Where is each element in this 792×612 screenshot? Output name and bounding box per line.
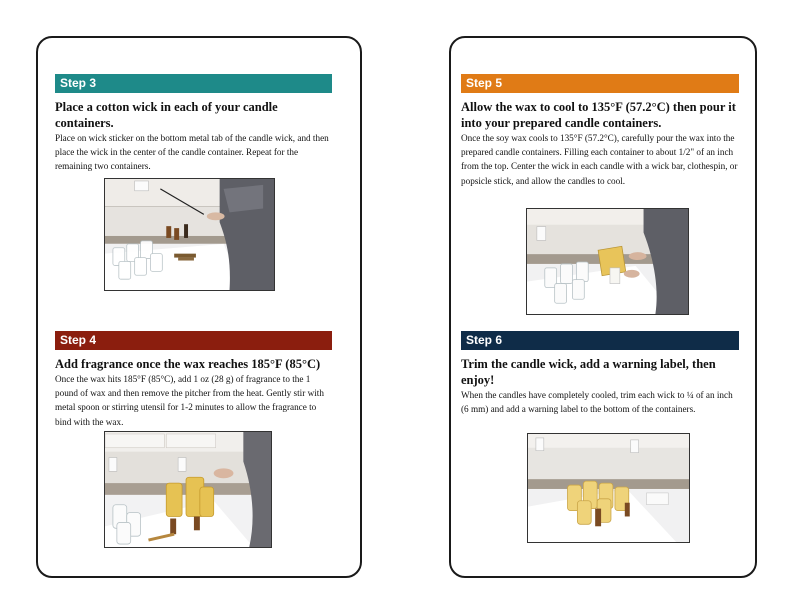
step-6 xyxy=(461,331,739,416)
step-5-photo xyxy=(526,208,689,315)
step-6-body: When the candles have completely cooled, trim each wick to ¼ of an inch (6 mm) and add a warning label to the bottom of the containers. xyxy=(461,390,733,415)
step-3 xyxy=(55,74,332,174)
step-4-header: Step 4 xyxy=(55,331,332,350)
step-4 xyxy=(55,331,332,429)
step-6-title: Trim the candle wick, add a warning label, then enjoy! xyxy=(461,357,716,387)
step-5-title: Allow the wax to cool to 135°F (57.2°C) then pour it into your prepared candle containers. xyxy=(461,100,736,130)
step-4-title: Add fragrance once the wax reaches 185°F (85°C) xyxy=(55,357,321,371)
step-4-body: Once the wax hits 185°F (85°C), add 1 oz (28 g) of fragrance to the 1 pound of wax and then remove the pitcher from the heat. Gently stir with metal spoon or stirring utensil for 1-2 minutes to allow the fragrance to bind with the wax. xyxy=(55,374,324,427)
step-6-header: Step 6 xyxy=(461,331,739,350)
step-5-header: Step 5 xyxy=(461,74,739,93)
step-3-title: Place a cotton wick in each of your candle containers. xyxy=(55,100,278,130)
step-3-photo xyxy=(104,178,275,291)
step-3-body: Place on wick sticker on the bottom metal tab of the candle wick, and then place the wick in the center of the candle container. Repeat for the remaining two containers. xyxy=(55,133,329,172)
step-6-photo xyxy=(527,433,690,543)
step-4-photo xyxy=(104,431,272,548)
step-5-body: Once the soy wax cools to 135°F (57.2°C), carefully pour the wax into the prepared candle containers. Filling each container to about 1/2" of an inch from the top. Center the wick in each candle with a wick bar, clothespin, or popsicle stick, and allow the candles to cool. xyxy=(461,133,738,186)
step-3-header: Step 3 xyxy=(55,74,332,93)
step-5 xyxy=(461,74,739,188)
